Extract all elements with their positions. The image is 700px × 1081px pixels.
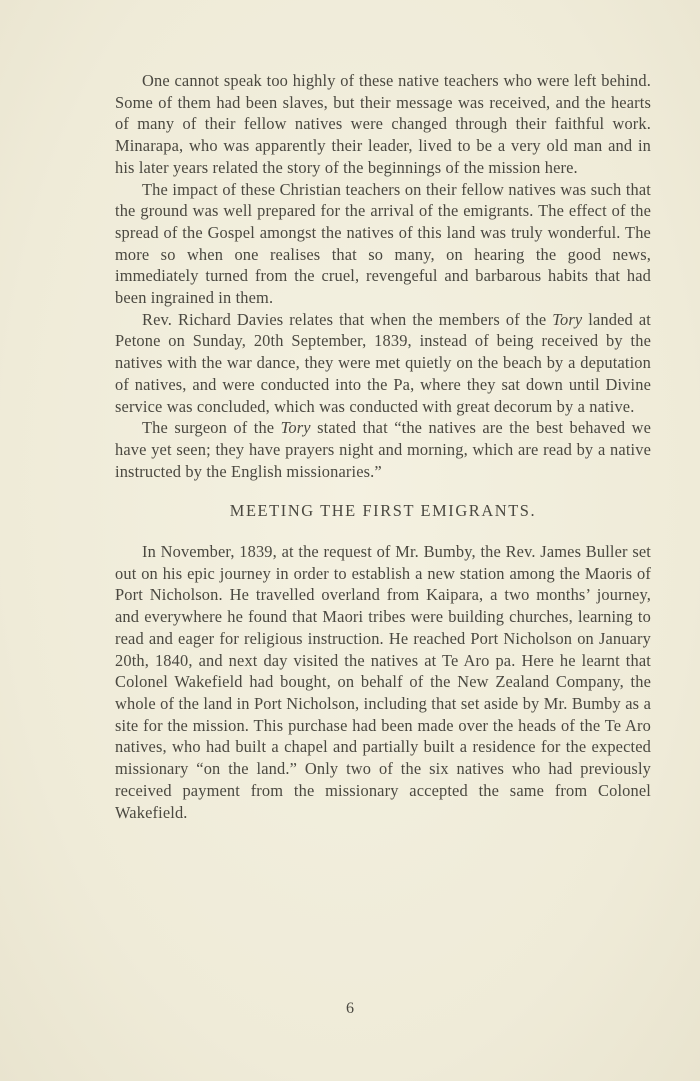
- body-text: [115, 70, 651, 823]
- paragraph-davies-text-b: landed at Petone on Sunday, 20th September, 1839, instead of being received by the natives with the war dance, they were met quietly on the beach by a deputation of natives, and were conducted into the Pa, where they sat down until Divine service was concluded, which was conducted with great decorum by a native.: [115, 309, 651, 416]
- section-heading: MEETING THE FIRST EMIGRANTS.: [229, 501, 537, 521]
- paragraph-surgeon-text-b: stated that “the natives are the best behaved we have yet seen; they have prayers night and morning, which are read by a native instructed by the English missionaries.”: [115, 418, 651, 481]
- ship-name-tory: Tory: [280, 418, 311, 438]
- page-number: 6: [346, 1000, 354, 1017]
- paragraph-christian-impact: The impact of these Christian teachers on their fellow natives was such that the ground was well prepared for the arrival of the emigrants. The effect of the spread of the Gospel amongst the natives of this land was truly wonderful. The more so when one realises that so many, on hearing the good news, immediately turned from the cruel, revengeful and barbarous habits that had been ingrained in them.: [115, 179, 651, 308]
- paragraph-davies-account: [115, 309, 651, 418]
- paragraph-native-teachers: One cannot speak too highly of these native teachers who were left behind. Some of them had been slaves, but their message was received, and the hearts of many of their fellow natives were changed through their faithful work. Minarapa, who was apparently their leader, lived to be a very old man and in his later years related the story of the beginnings of the mission here.: [115, 71, 651, 177]
- paragraph-surgeon-quote: [115, 417, 651, 482]
- ship-name-tory: Tory: [552, 309, 583, 329]
- paragraph-buller-journey: In November, 1839, at the request of Mr. Bumby, the Rev. James Buller set out on his epic journey in order to establish a new station among the Maoris of Port Nicholson. He travelled overland from Kaipara, a two months’ journey, and everywhere he found that Maori tribes were building churches, learning to read and eager for religious instruction. He reached Port Nicholson on January 20th, 1840, and next day visited the natives at Te Aro pa. Here he learnt that Colonel Wakefield had bought, on behalf of the New Zealand Company, the whole of the land in Port Nicholson, including that set aside by Mr. Bumby as a site for the mission. This purchase had been made over the heads of the Te Aro natives, who had built a chapel and partially built a residence for the expected missionary “on the land.” Only two of the six natives who had previously received payment from the missionary accepted the same from Colonel Wakefield.: [115, 542, 651, 822]
- paragraph-surgeon-text-a: The surgeon of the: [142, 418, 281, 438]
- paragraph-davies-text-a: Rev. Richard Davies relates that when the members of the: [142, 309, 553, 329]
